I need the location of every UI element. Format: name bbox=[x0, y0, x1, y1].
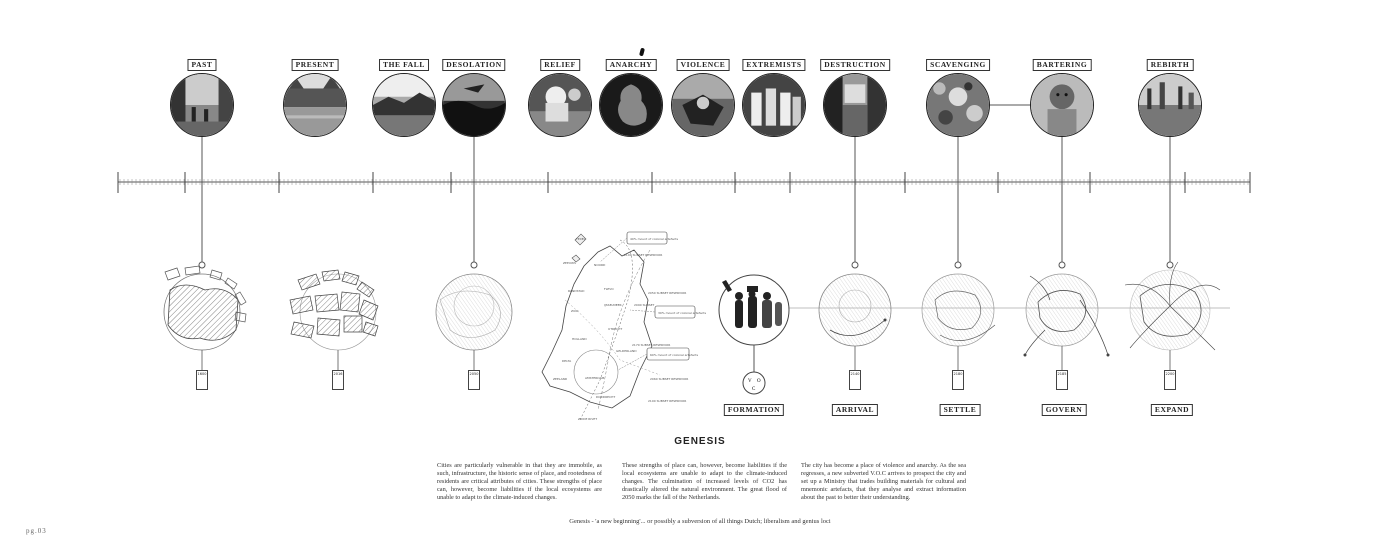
svg-text:2170 SUBSET RESERVOIR: 2170 SUBSET RESERVOIR bbox=[632, 343, 671, 347]
label-relief: RELIEF bbox=[540, 59, 580, 71]
svg-text:RANDSTAD: RANDSTAD bbox=[568, 289, 585, 293]
connector-lines bbox=[202, 136, 1170, 262]
label-past: PAST bbox=[187, 59, 216, 71]
year-tag: 2185 bbox=[1056, 370, 1068, 390]
svg-text:ZUID: ZUID bbox=[571, 309, 579, 313]
label-desolation: DESOLATION bbox=[442, 59, 505, 71]
label-settle: SETTLE bbox=[940, 404, 981, 416]
label-anarchy: ANARCHY bbox=[606, 59, 657, 71]
map-settle bbox=[922, 274, 995, 346]
svg-text:V: V bbox=[748, 379, 752, 384]
label-govern: GOVERN bbox=[1042, 404, 1087, 416]
caption: Genesis - 'a new beginning'... or possibly a subversion of all things Dutch; liberalism and genius loci bbox=[569, 518, 831, 525]
svg-text:40% mount of colonial artefact: 40% mount of colonial artefacts bbox=[630, 237, 679, 241]
map-desolation bbox=[436, 274, 512, 350]
photo-anarchy bbox=[599, 73, 663, 137]
page-number: pg.03 bbox=[26, 527, 47, 535]
label-arrival: ARRIVAL bbox=[832, 404, 878, 416]
year-tag: 2200 bbox=[1164, 370, 1176, 390]
svg-text:FLEVO: FLEVO bbox=[604, 287, 614, 291]
svg-text:60% mount of colonial artefact: 60% mount of colonial artefacts bbox=[650, 353, 699, 357]
svg-text:C: C bbox=[752, 387, 756, 392]
svg-text:TEXEL: TEXEL bbox=[576, 237, 586, 241]
label-bartering: BARTERING bbox=[1033, 59, 1092, 71]
map-expand bbox=[1125, 262, 1220, 350]
year-tag: 2016 bbox=[332, 370, 344, 390]
label-expand: EXPAND bbox=[1151, 404, 1193, 416]
paragraph-3: The city has become a place of violence and anarchy. As the sea regresses, a new subverted V.O.C arrives to prospect the city and set up a Ministry that trades building materials for cultural and mnemonic artefacts, that they analyse and extract information about the past to better their understanding. bbox=[801, 462, 966, 501]
svg-text:GELDERLAND: GELDERLAND bbox=[616, 349, 637, 353]
svg-text:2060 SUBSET RESERVOIR: 2060 SUBSET RESERVOIR bbox=[650, 377, 689, 381]
photo-past bbox=[170, 73, 234, 137]
connector-dots bbox=[199, 262, 1173, 268]
year-tag: 2140 bbox=[849, 370, 861, 390]
svg-text:IJSSELMEER: IJSSELMEER bbox=[604, 303, 622, 307]
photo-the-fall bbox=[372, 73, 436, 137]
svg-text:2100 SUBSET RESERVOIR: 2100 SUBSET RESERVOIR bbox=[624, 253, 663, 257]
photo-present bbox=[283, 73, 347, 137]
map-arrival bbox=[819, 274, 891, 346]
paragraph-1: Cities are particularly vulnerable in that they are immobile, as such, infrastructure, the historic sense of place, and rootedness of residents are critical attributes of cities. These strengths of place can, however, become liabilities if the local ecosystems are unable to adapt to the climate-induced changes. bbox=[437, 462, 602, 501]
svg-text:30% mount of colonial artefact: 30% mount of colonial artefacts bbox=[658, 311, 707, 315]
label-present: PRESENT bbox=[292, 59, 339, 71]
svg-text:ZEEUWS: ZEEUWS bbox=[563, 261, 576, 265]
label-scavenging: SCAVENGING bbox=[926, 59, 990, 71]
map-past bbox=[164, 266, 246, 350]
map-govern bbox=[1024, 274, 1110, 357]
svg-text:AMSTERDAM: AMSTERDAM bbox=[585, 376, 605, 380]
svg-text:O: O bbox=[757, 379, 761, 384]
photo-bartering bbox=[1030, 73, 1094, 137]
label-destruction: DESTRUCTION bbox=[820, 59, 890, 71]
photo-relief bbox=[528, 73, 592, 137]
photo-destruction bbox=[823, 73, 887, 137]
svg-text:DELTA: DELTA bbox=[562, 359, 572, 363]
photo-scavenging bbox=[926, 73, 990, 137]
photo-rebirth bbox=[1138, 73, 1202, 137]
svg-text:UTRECHT: UTRECHT bbox=[608, 327, 623, 331]
svg-text:2090 SUBSET: 2090 SUBSET bbox=[634, 303, 655, 307]
photo-violence bbox=[671, 73, 735, 137]
photo-extremists bbox=[742, 73, 806, 137]
svg-text:NOORD: NOORD bbox=[594, 263, 606, 267]
svg-text:2100 SUBSET RESERVOIR: 2100 SUBSET RESERVOIR bbox=[648, 399, 687, 403]
photo-desolation bbox=[442, 73, 506, 137]
svg-text:2050 SUBSET RESERVOIR: 2050 SUBSET RESERVOIR bbox=[648, 291, 687, 295]
svg-text:DORDRECHT: DORDRECHT bbox=[596, 395, 616, 399]
netherlands-map bbox=[542, 232, 706, 421]
page-title: GENESIS bbox=[674, 436, 726, 447]
year-tag: 2050 bbox=[468, 370, 480, 390]
svg-text:HOLLAND: HOLLAND bbox=[572, 337, 587, 341]
year-tag: 2180 bbox=[952, 370, 964, 390]
formation-illustration bbox=[719, 275, 789, 394]
year-tag: 1600 bbox=[196, 370, 208, 390]
label-the-fall: THE FALL bbox=[379, 59, 429, 71]
svg-text:ZEELAND: ZEELAND bbox=[553, 377, 568, 381]
label-formation: FORMATION bbox=[724, 404, 784, 416]
label-extremists: EXTREMISTS bbox=[742, 59, 805, 71]
map-present bbox=[290, 270, 378, 350]
svg-text:ZUIDE RIVET: ZUIDE RIVET bbox=[578, 417, 598, 421]
label-rebirth: REBIRTH bbox=[1147, 59, 1194, 71]
paragraph-2: These strengths of place can, however, become liabilities if the local ecosystems are unable to adapt to the climate-induced changes. The culmination of increased levels of CO2 has drastically altered the natural environment. The great flood of 2050 marks the fall of the Netherlands. bbox=[622, 462, 787, 501]
label-violence: VIOLENCE bbox=[677, 59, 730, 71]
timeline-axis bbox=[118, 172, 1250, 193]
